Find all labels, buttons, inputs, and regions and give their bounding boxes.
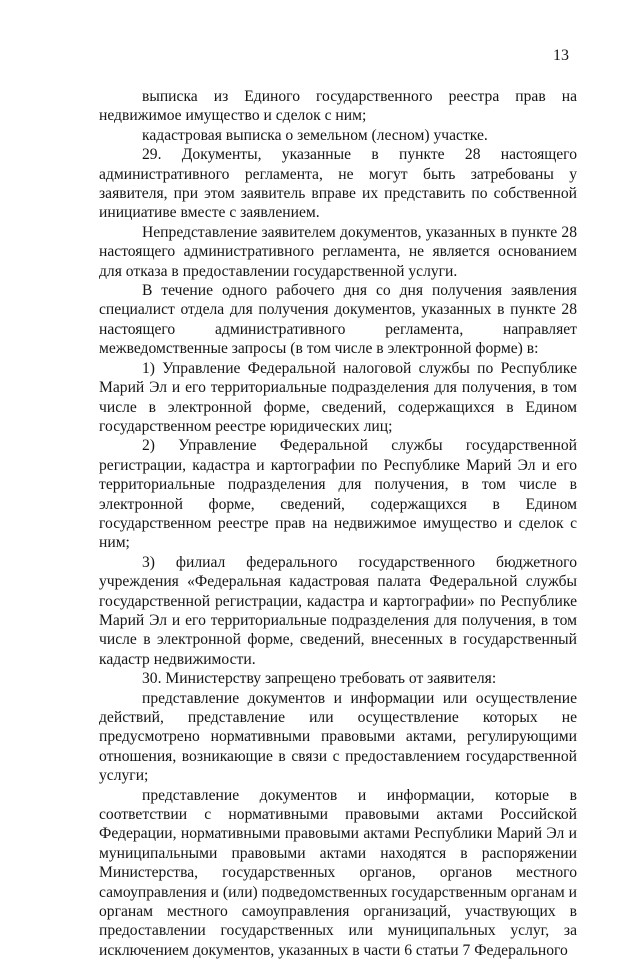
paragraph: представление документов и информации, которые в соответствии с нормативными правовыми актами Российской Федерации, нормативными правовыми актами Республики Марий Эл и муниципальными правовыми актами находятся в распоряжении Министерства, государственных органов, органов местного самоуправления и (или) подведомственных государственным органам и органам местного самоуправления организаций, участвующих в предоставлении государственных или муниципальных услуг, за исключением документов, указанных в части 6 статьи 7 Федерального <box>99 786 577 959</box>
page-number: 13 <box>553 47 569 64</box>
paragraph: выписка из Единого государственного реестра прав на недвижимое имущество и сделок с ним; <box>99 88 577 125</box>
paragraph: представление документов и информации или осуществление действий, представление или осуществление которых не предусмотрено нормативными правовыми актами, регулирующими отношения, возникающие в связи с предоставлением государственной услуги; <box>99 689 577 785</box>
paragraph: 30. Министерству запрещено требовать от заявителя: <box>142 670 497 688</box>
document-body <box>99 87 577 960</box>
paragraph: 1) Управление Федеральной налоговой службы по Республике Марий Эл и его территориальные подразделения для получения, в том числе в электронной форме, сведений, содержащихся в Едином государственном реестре юридических лиц; <box>99 359 577 435</box>
paragraph: 29. Документы, указанные в пункте 28 настоящего административного регламента, не могут быть затребованы у заявителя, при этом заявитель вправе их представить по собственной инициативе вместе с заявлением. <box>99 146 577 222</box>
paragraph: 3) филиал федерального государственного бюджетного учреждения «Федеральная кадастровая палата Федеральной службы государственной регистрации, кадастра и картографии» по Республике Марий Эл и его территориальные подразделения для получения, в том числе в электронной форме, сведений, внесенных в государственный кадастр недвижимости. <box>99 553 577 668</box>
paragraph: 2) Управление Федеральной службы государственной регистрации, кадастра и картографии по Республике Марий Эл и его территориальные подразделения для получения, в том числе в электронной форме, сведений, содержащихся в Едином государственном реестре прав на недвижимое имущество и сделок с ним; <box>99 437 577 552</box>
paragraph: кадастровая выписка о земельном (лесном) участке. <box>142 126 488 144</box>
paragraph: Непредставление заявителем документов, указанных в пункте 28 настоящего административного регламента, не является основанием для отказа в предоставлении государственной услуги. <box>99 223 577 280</box>
paragraph: В течение одного рабочего дня со дня получения заявления специалист отдела для получения документов, указанных в пункте 28 настоящего административного регламента, направляет межведомственные запросы (в том числе в электронной форме) в: <box>99 282 577 358</box>
